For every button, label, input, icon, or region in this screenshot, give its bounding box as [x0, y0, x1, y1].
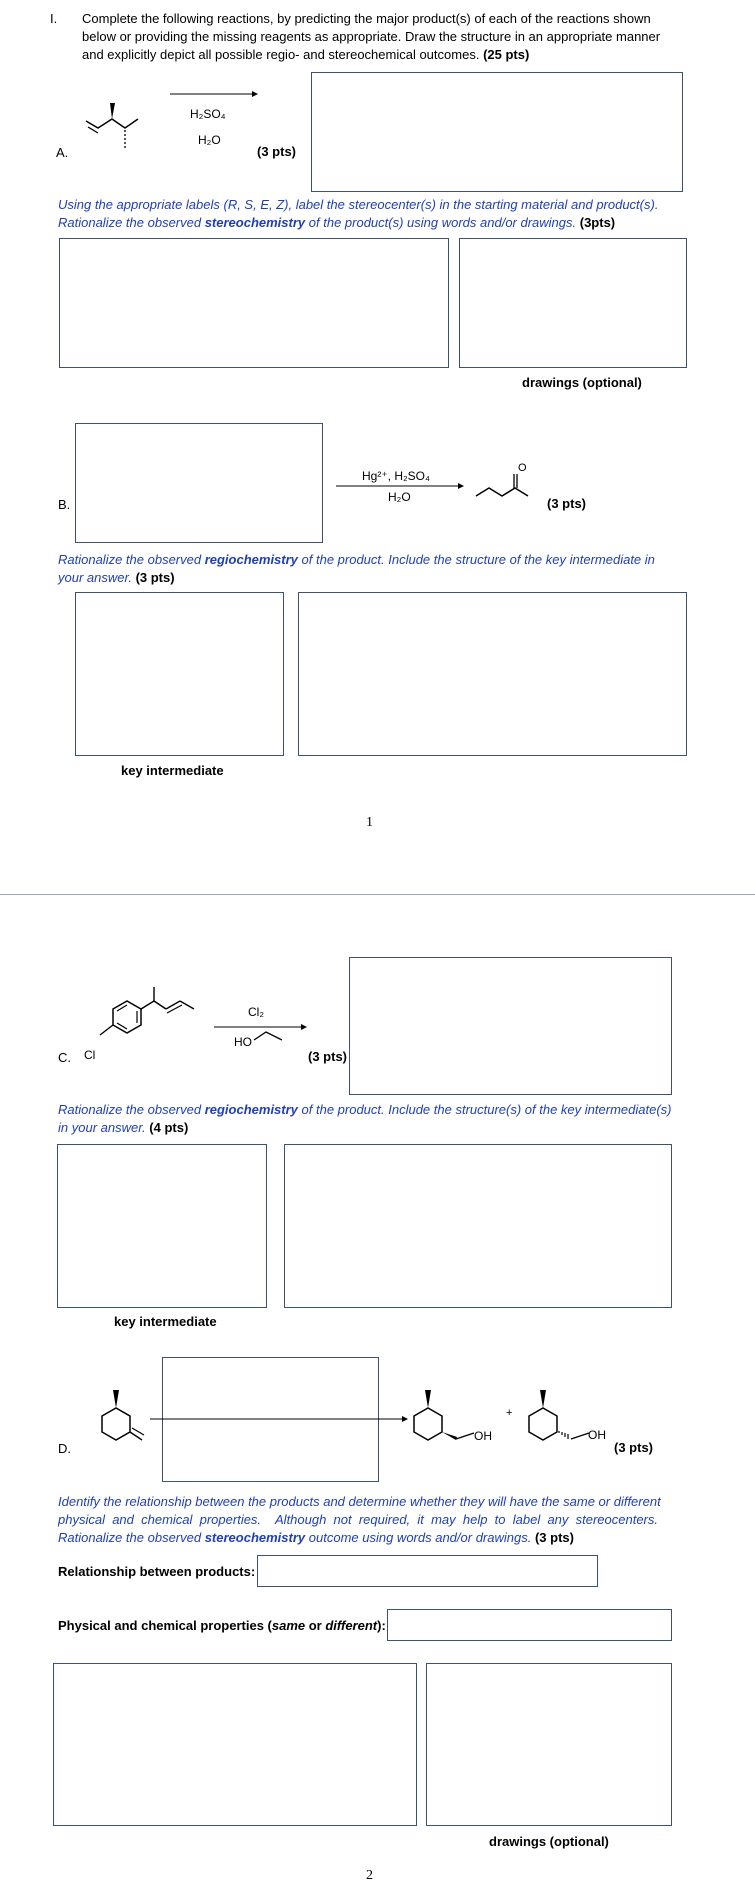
- problem-b-prompt-line-1-em: regiochemistry: [204, 552, 298, 567]
- problem-d-prompt-points: (3 pts): [534, 1530, 574, 1545]
- problem-a-points: (3 pts): [257, 144, 296, 159]
- properties-label-same: same: [271, 1618, 306, 1633]
- problem-d-plus-sign: +: [506, 1407, 513, 1419]
- problem-a-rationale-box[interactable]: [59, 238, 449, 368]
- problem-b-prompt-line-1-post: of the product. Include the structure of the key intermediate in: [297, 552, 655, 567]
- problem-a-starting-material: [84, 104, 164, 164]
- properties-answer-box[interactable]: [387, 1609, 672, 1641]
- problem-a-prompt-points: (3pts): [579, 215, 616, 230]
- problem-b-reagent-bottom: H₂O: [388, 490, 411, 504]
- problem-a-prompt-line-2-em: stereochemistry: [204, 215, 306, 230]
- problem-d-prompt-line-3-em: stereochemistry: [204, 1530, 306, 1545]
- problem-d-prompt-line-1: Identify the relationship between the products and determine whether they will have the same or different: [58, 1494, 661, 1509]
- problem-b-prompt-line-2: [58, 569, 175, 587]
- properties-label-different: different: [325, 1618, 378, 1633]
- problem-a-reaction-arrow: [170, 90, 260, 100]
- problem-c-prompt-line-1-em: regiochemistry: [204, 1102, 298, 1117]
- problem-c-points: (3 pts): [308, 1049, 347, 1064]
- properties-label-post: ):: [377, 1618, 386, 1633]
- problem-a-prompt-line-1: Using the appropriate labels (R, S, E, Z), label the stereocenter(s) in the starting material and product(s).: [58, 197, 659, 212]
- problem-d-prompt-line-3-post: outcome using words and/or drawings.: [305, 1530, 532, 1545]
- problem-c-starting-material: [96, 985, 206, 1045]
- problem-d-drawings-box[interactable]: [426, 1663, 672, 1826]
- problem-a-reagent-top: H₂SO₄: [190, 107, 226, 121]
- problem-b-intermediate-box[interactable]: [75, 592, 284, 756]
- problem-c-intermediate-box[interactable]: [57, 1144, 267, 1308]
- problem-d-starting-material: [84, 1388, 144, 1468]
- problem-a-reagent-bottom: H₂O: [198, 133, 221, 147]
- problem-b-label: B.: [58, 497, 71, 512]
- problem-a-product-answer-box[interactable]: [311, 72, 683, 192]
- problem-b-intermediate-caption: key intermediate: [121, 763, 224, 778]
- problem-d-points: (3 pts): [614, 1440, 653, 1455]
- properties-label-or: or: [305, 1618, 326, 1633]
- page-divider: [0, 894, 755, 895]
- section-number: I.: [50, 11, 58, 26]
- problem-c-rationale-box[interactable]: [284, 1144, 672, 1308]
- problem-c-intermediate-caption: key intermediate: [114, 1314, 217, 1329]
- problem-c-reagent-top: Cl₂: [248, 1005, 264, 1019]
- relationship-label: Relationship between products:: [58, 1564, 256, 1579]
- problem-d-drawings-caption: drawings (optional): [489, 1834, 609, 1849]
- problem-b-prompt-line-2-text: your answer.: [58, 570, 132, 585]
- problem-c-substituent: Cl: [84, 1048, 96, 1062]
- problem-d-product-1-group: OH: [474, 1429, 492, 1443]
- relationship-answer-box[interactable]: [257, 1555, 598, 1587]
- problem-b-prompt-line-1: [58, 551, 655, 569]
- problem-c-prompt-line-1: [58, 1101, 671, 1119]
- problem-d-prompt-line-2: physical and chemical properties. Although not required, it may help to label any stereocenters.: [58, 1512, 658, 1527]
- properties-label: [58, 1617, 386, 1635]
- problem-c-prompt-line-1-pre: Rationalize the observed: [58, 1102, 205, 1117]
- problem-b-prompt-line-1-pre: Rationalize the observed: [58, 552, 205, 567]
- problem-d-prompt-line-3-pre: Rationalize the observed: [58, 1530, 205, 1545]
- problem-b-points: (3 pts): [547, 496, 586, 511]
- problem-a-prompt-line-2: [58, 214, 615, 232]
- instructions-line-3: [82, 46, 529, 64]
- problem-a-label: A.: [56, 145, 69, 160]
- problem-b-product-oxygen: O: [518, 462, 527, 474]
- problem-d-reaction-arrow: [150, 1414, 410, 1424]
- problem-b-prompt-points: (3 pts): [135, 570, 175, 585]
- problem-c-prompt-points: (4 pts): [149, 1120, 189, 1135]
- problem-c-label: C.: [58, 1050, 71, 1065]
- problem-b-product-structure: [474, 466, 554, 516]
- problem-b-reactant-answer-box[interactable]: [75, 423, 323, 543]
- page-number-1: 1: [366, 815, 373, 830]
- problem-b-rationale-box[interactable]: [298, 592, 687, 756]
- instructions-points: (25 pts): [483, 47, 530, 62]
- problem-d-rationale-box[interactable]: [53, 1663, 417, 1826]
- problem-a-drawings-box[interactable]: [459, 238, 687, 368]
- problem-d-prompt-line-3: [58, 1529, 574, 1547]
- problem-b-reagent-top: Hg²⁺, H₂SO₄: [362, 469, 430, 483]
- problem-c-product-answer-box[interactable]: [349, 957, 672, 1095]
- page-number-2: 2: [366, 1868, 373, 1883]
- problem-c-prompt-line-2: [58, 1119, 188, 1137]
- problem-c-ethanol-chain: [254, 1028, 294, 1048]
- problem-a-prompt-line-2-post: of the product(s) using words and/or drawings.: [305, 215, 577, 230]
- problem-d-label: D.: [58, 1441, 71, 1456]
- problem-c-reagent-bottom: HO: [234, 1035, 252, 1049]
- properties-label-pre: Physical and chemical properties (: [58, 1618, 272, 1633]
- instructions-line-3-text: and explicitly depict all possible regio- and stereochemical outcomes.: [82, 47, 480, 62]
- problem-a-drawings-caption: drawings (optional): [522, 375, 642, 390]
- instructions-line-1: Complete the following reactions, by predicting the major product(s) of each of the reactions shown: [82, 11, 651, 26]
- instructions-line-2: below or providing the missing reagents as appropriate. Draw the structure in an appropriate manner: [82, 29, 661, 44]
- problem-a-prompt-line-2-pre: Rationalize the observed: [58, 215, 205, 230]
- problem-c-prompt-line-1-post: of the product. Include the structure(s) of the key intermediate(s): [297, 1102, 672, 1117]
- problem-c-prompt-line-2-text: in your answer.: [58, 1120, 146, 1135]
- problem-d-product-2-group: OH: [588, 1428, 606, 1442]
